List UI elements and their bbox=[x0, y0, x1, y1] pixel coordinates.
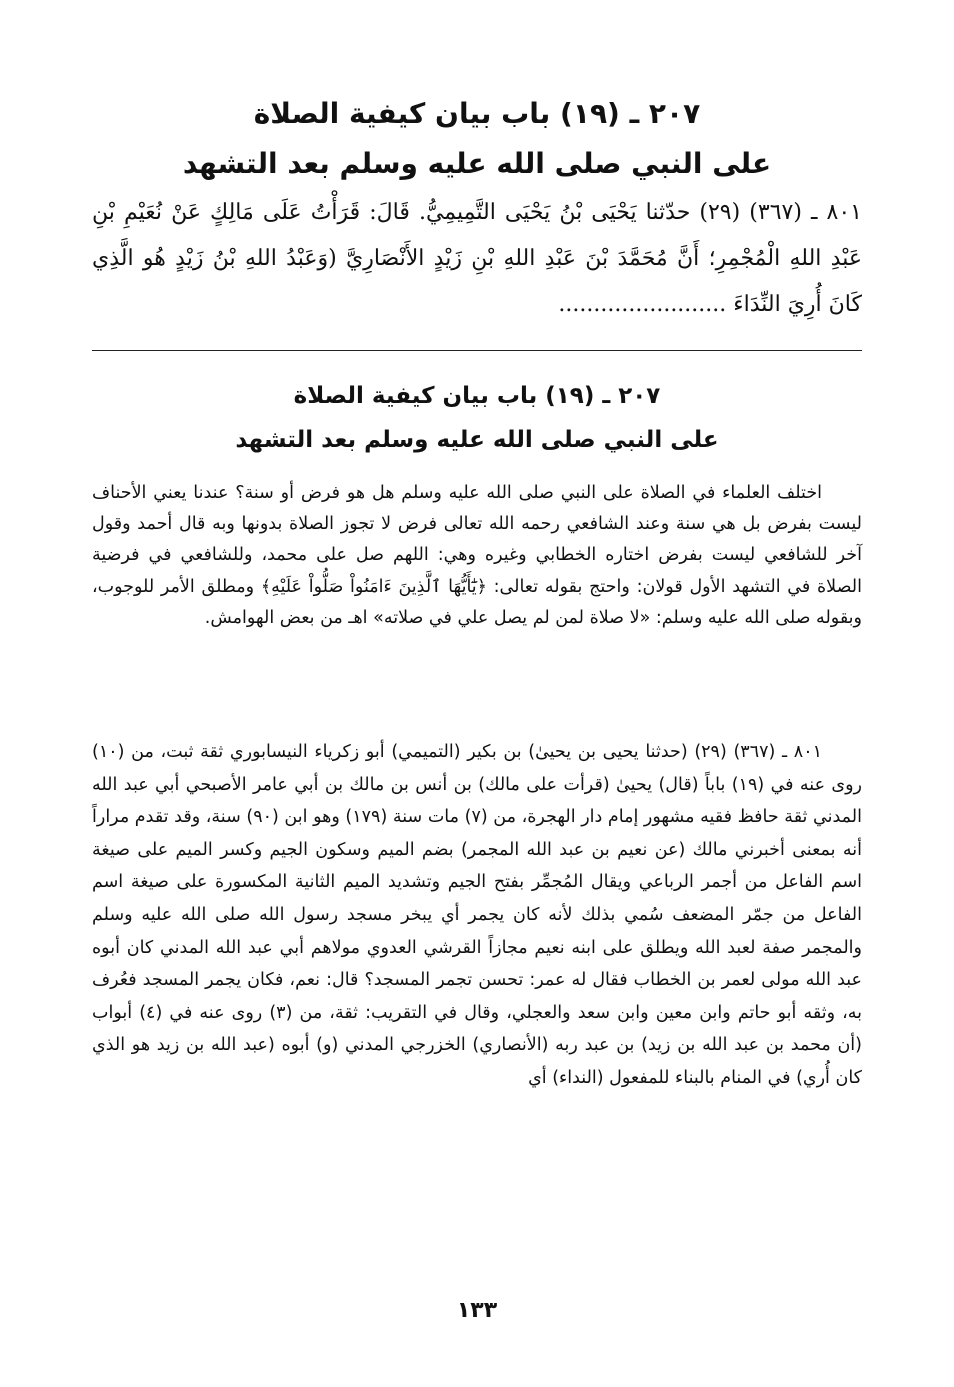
hadith-text: ٨٠١ ـ (٣٦٧) (٢٩) حدّثنا يَحْيَى بْنُ يَحْيَى التَّمِيمِيُّ. قَالَ: قَرَأْتُ عَلَى مَالِكٍ عَنْ نُعَيْمِ بْنِ عَبْدِ اللهِ الْمُجْمِرِ؛ أَنَّ مُحَمَّدَ بْنَ عَبْدِ اللهِ بْنِ زَيْدٍ الأَنْصَارِيَّ (وَعَبْدُ اللهِ بْنُ زَيْدٍ هُو الَّذِي كَانَ أُرِيَ النِّدَاءَ ........................ bbox=[92, 200, 862, 317]
commentary-paragraph: ٨٠١ ـ (٣٦٧) (٢٩) (حدثنا يحيى بن يحيىٰ) بن بكير (التميمي) أبو زكرياء النيسابوري ثقة ثبت، من (١٠) روى عنه في (١٩) باباً (قال) يحيىٰ (قرأت على مالك) بن أنس بن مالك بن أبي عامر الأصبحي أبي عبد الله المدني ثقة حافظ فقيه مشهور إمام دار الهجرة، من (٧) مات سنة (١٧٩) وهو ابن (٩٠) سنة، وقد تقدم مراراً أنه بمعنى أخبرني مالك (عن نعيم بن عبد الله المجمر) بضم الميم وسكون الجيم وكسر الميم على صيغة اسم الفاعل من أجمر الرباعي ويقال المُجمِّر بفتح الجيم وتشديد الميم الثانية المكسورة على صيغة اسم الفاعل من جمّر المضعف سُمي بذلك لأنه كان يجمر أي يبخر مسجد رسول الله صلى الله عليه وسلم والمجمر صفة لعبد الله ويطلق على ابنه نعيم مجازاً القرشي العدوي مولاهم أبي عبد الله المدني كان أبوه عبد الله مولى لعمر بن الخطاب فقال له عمر: تحسن تجمر المسجد؟ قال: نعم، فكان يجمر المسجد فعُرف به، وثقه أبو حاتم وابن معين وابن سعد والعجلي، وقال في التقريب: ثقة، من (٣) روى عنه في (٤) أبواب (أن محمد بن عبد الله بن زيد) بن عبد ربه (الأنصاري) الخزرجي المدني (و) أبوه (عبد الله بن زيد هو الذي كان أُري) في المنام بالبناء للمفعول (النداء) أي bbox=[92, 742, 863, 1088]
commentary-heading-line-2: على النبي صلى الله عليه وسلم بعد التشهد bbox=[235, 427, 719, 453]
page-number: ١٣٣ bbox=[456, 1298, 498, 1323]
section-divider bbox=[92, 350, 862, 351]
chapter-title-line-1: ٢٠٧ ـ (١٩) باب بيان كيفية الصلاة bbox=[253, 97, 701, 130]
intro-paragraph: اختلف العلماء في الصلاة على النبي صلى الله عليه وسلم هل هو فرض أو سنة؟ عندنا يعني الأحناف ليست بفرض بل هي سنة وعند الشافعي رحمه الله تعالى فرض لا تجوز الصلاة بدونها وبه قال أحمد وقول آخر للشافعي ليست بفرض اختاره الخطابي وغيره وهي: اللهم صل على محمد، وللشافعي في فرضية الصلاة في التشهد الأول قولان: واحتج بقوله تعالى: ﴿يَٰٓأَيُّهَا ٱلَّذِينَ ءَامَنُواْ صَلُّواْ عَلَيْهِ﴾ ومطلق الأمر للوجوب، وبقوله صلى الله عليه وسلم: «لا صلاة لمن لم يصل علي في صلاته» اهـ من بعض الهوامش. bbox=[92, 483, 862, 628]
commentary-heading-line-1: ٢٠٧ ـ (١٩) باب بيان كيفية الصلاة bbox=[293, 383, 661, 409]
chapter-title-line-2: على النبي صلى الله عليه وسلم بعد التشهد bbox=[182, 147, 772, 180]
